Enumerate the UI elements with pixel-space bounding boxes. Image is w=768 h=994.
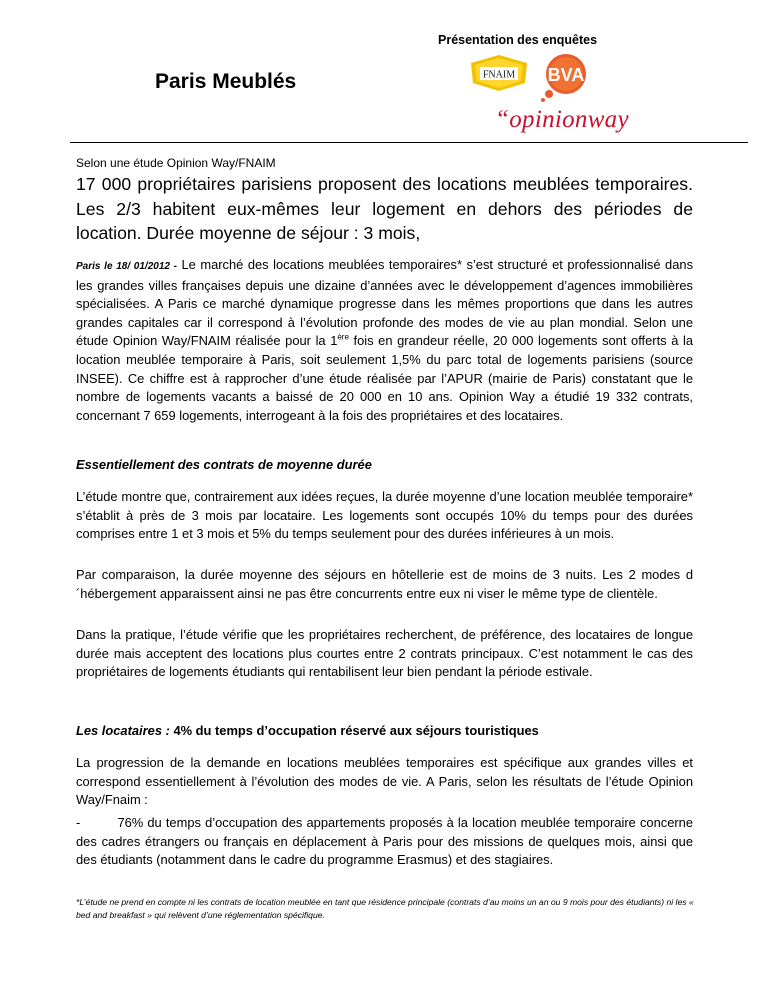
paragraph-demand: La progression de la demande en locations meublées temporaires est spécifique aux grandes villes et correspond essentiellement à l’évolution des modes de vie. A Paris, selon les résultats de l’étude Opinion Way/Fnaim :: [76, 755, 693, 808]
source-line: Selon une étude Opinion Way/FNAIM: [76, 156, 276, 170]
section-heading-duration: Essentiellement des contrats de moyenne durée: [76, 457, 372, 472]
page-title: Paris Meublés: [155, 70, 297, 93]
intro-superscript: ère: [337, 333, 349, 343]
bva-logo: [536, 52, 600, 102]
section-heading-tenants-italic: Les locataires :: [76, 723, 170, 738]
paragraph-duration: L’étude montre que, contrairement aux idées reçues, la durée moyenne d’une location meublée temporaire* s’établit à près de 3 mois par locataire. Les logements sont occupés 10% du temps pour des durées comprises entre 1 et 3 mois et 5% du temps seulement pour des durées inférieures à un mois.: [76, 489, 693, 542]
dateline: Paris le 18/ 01/2012 -: [76, 261, 177, 272]
intro-text-a: Le marché des locations meublées temporaires* s’est structuré et professionnalisé dans les grandes villes françaises depuis une dizaine d’années avec le développement d’agences immobilières spécialisées. A Paris ce marché dynamique progresse dans les mêmes proportions que dans les autres grandes capitales car il correspond à l’évolution profonde des modes de vie au plan mondial. Selon une étude Opinion Way/FNAIM réalisée pour la 1: [76, 257, 694, 349]
bullet-item-occupancy: - 76% du temps d’occupation des appartements proposés à la location meublée temporaire concerne des cadres étrangers ou français en déplacement à Paris pour des missions de quelques mois, ainsi que des étudiants (notamment dans le cadre du programme Erasmus) et des stagiaires.: [76, 815, 693, 868]
intro-text-b: fois en grandeur réelle, 20 000 logements sont offerts à la location meublée temporaire à Paris, soit seulement 1,5% du parc total de logements parisiens (source INSEE). Ce chiffre est à rapprocher d’une étude réalisée par l’APUR (mairie de Paris) constatant que le nombre de logements vacants a baissé de 20 000 en 10 ans. Opinion Way a étudié 19 332 contrats, concernant 7 659 logements, interrogeant à la fois des propriétaires et des locataires.: [76, 333, 693, 423]
intro-paragraph: [76, 256, 693, 425]
presentation-label: Présentation des enquêtes: [438, 33, 598, 47]
paragraph-hotel-comparison: Par comparaison, la durée moyenne des séjours en hôtellerie est de moins de 3 nuits. Les 2 modes d´hébergement apparaissent ainsi ne pas être concurrents entre eux ni viser le même type de clientèle.: [76, 567, 693, 601]
opinionway-wordmark: opinionway: [509, 106, 629, 133]
header-divider: [70, 142, 748, 143]
opinionway-logo: [495, 106, 629, 134]
footnote: *L’étude ne prend en compte ni les contrats de location meublée en tant que résidence principale (contrats d’au moins un an ou 9 mois pour des étudiants) ni les « bed and breakfast » qui relèvent d’une réglementation spécifique.: [76, 897, 694, 920]
headline: 17 000 propriétaires parisiens proposent des locations meublées temporaires. Les 2/3 habitent eux-mêmes leur logement en dehors des périodes de location. Durée moyenne de séjour : 3 mois,: [76, 174, 693, 243]
opinionway-quote: “: [495, 106, 510, 133]
fnaim-logo-text: FNAIM: [482, 69, 516, 81]
paragraph-practice: Dans la pratique, l’étude vérifie que les propriétaires recherchent, de préférence, des locataires de longue durée mais acceptent des locations plus courtes entre 2 contrats principaux. C’est notamment le cas des propriétaires de logements étudiants qui rentabilisent leur bien pendant la période estivale.: [76, 627, 693, 680]
section-heading-tenants: [76, 722, 693, 741]
bva-logo-text: BVA: [547, 65, 585, 85]
fnaim-logo: [465, 55, 533, 95]
section-heading-tenants-rest: 4% du temps d’occupation réservé aux séjours touristiques: [169, 723, 539, 738]
